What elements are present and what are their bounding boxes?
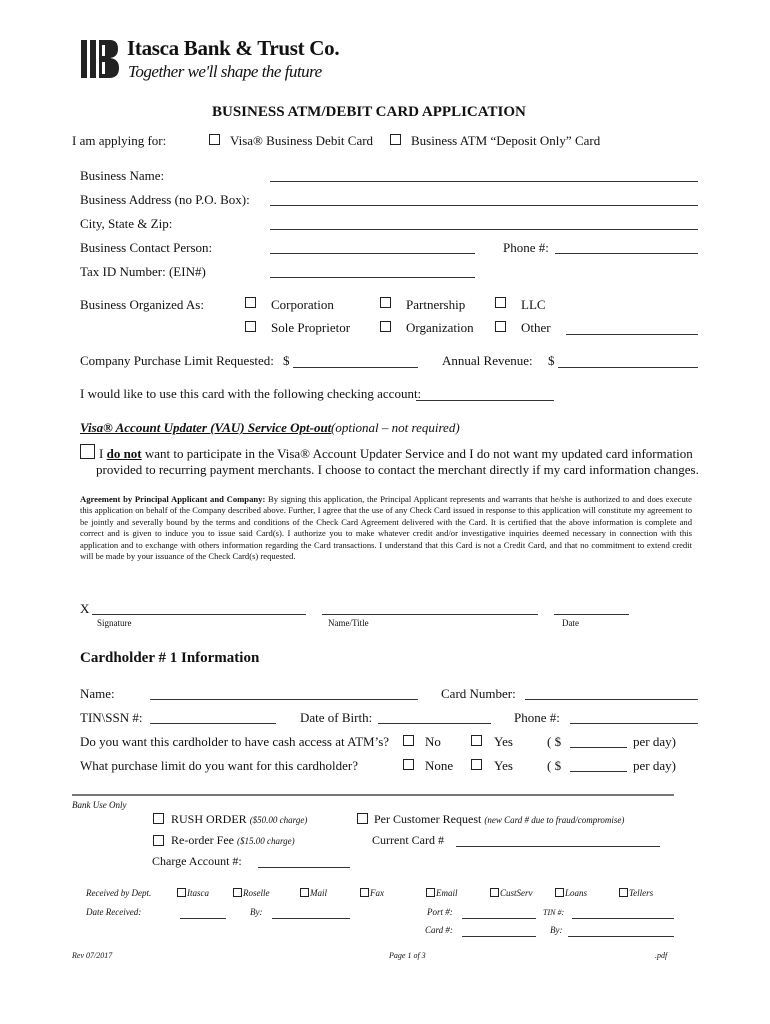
purchase-paren-dollar: ( $ bbox=[547, 758, 562, 773]
rush-order-text: RUSH ORDER bbox=[171, 812, 247, 826]
cash-no-checkbox[interactable] bbox=[403, 735, 414, 746]
dept-loans-label: Loans bbox=[565, 888, 588, 898]
cardholder-phone-field[interactable] bbox=[570, 723, 698, 724]
date-label: Date bbox=[562, 618, 579, 628]
agreement-paragraph bbox=[80, 494, 692, 562]
other-checkbox[interactable] bbox=[495, 321, 506, 332]
vau-i: I bbox=[99, 446, 104, 461]
applying-label: I am applying for: bbox=[72, 133, 167, 148]
purchase-limit-label: Company Purchase Limit Requested: bbox=[80, 353, 274, 368]
visa-debit-checkbox[interactable] bbox=[209, 134, 220, 145]
reorder-checkbox[interactable] bbox=[153, 835, 164, 846]
sole-proprietor-label: Sole Proprietor bbox=[271, 320, 351, 335]
business-phone-field[interactable] bbox=[555, 253, 698, 254]
atm-deposit-checkbox[interactable] bbox=[390, 134, 401, 145]
per-customer-text: Per Customer Request bbox=[374, 812, 482, 826]
logo-mark-icon bbox=[80, 38, 122, 80]
dept-email-label: Email bbox=[436, 888, 458, 898]
business-phone-label: Phone #: bbox=[503, 240, 549, 255]
dept-tellers-label: Tellers bbox=[629, 888, 654, 898]
tin-ssn-label: TIN\SSN #: bbox=[80, 710, 143, 725]
purchase-per-day: per day) bbox=[633, 758, 676, 773]
cardholder-heading: Cardholder # 1 Information bbox=[80, 650, 260, 666]
cash-per-day: per day) bbox=[633, 734, 676, 749]
card-by-field[interactable] bbox=[568, 936, 674, 937]
organization-label: Organization bbox=[406, 320, 474, 335]
agreement-heading: Agreement by Principal Applicant and Company: bbox=[80, 494, 266, 504]
cash-yes-checkbox[interactable] bbox=[471, 735, 482, 746]
atm-deposit-label: Business ATM “Deposit Only” Card bbox=[411, 133, 601, 148]
form-title: BUSINESS ATM/DEBIT CARD APPLICATION bbox=[212, 104, 526, 120]
dept-itasca-label: Itasca bbox=[187, 888, 209, 898]
name-title-label: Name/Title bbox=[328, 618, 369, 628]
tax-id-field[interactable] bbox=[270, 277, 475, 278]
vau-line1-text: want to participate in the Visa® Account Updater Service and I do not want my updated card information bbox=[144, 446, 693, 461]
visa-debit-label: Visa® Business Debit Card bbox=[230, 133, 374, 148]
purchase-yes-label: Yes bbox=[494, 758, 513, 773]
purchase-yes-checkbox[interactable] bbox=[471, 759, 482, 770]
dob-field[interactable] bbox=[378, 723, 491, 724]
dept-custserv-checkbox[interactable] bbox=[490, 888, 499, 897]
dept-loans-checkbox[interactable] bbox=[555, 888, 564, 897]
vau-do-not: do not bbox=[106, 446, 142, 461]
organized-as-label: Business Organized As: bbox=[80, 297, 204, 312]
tin-label: TIN #: bbox=[543, 908, 565, 917]
dept-mail-label: Mail bbox=[310, 888, 327, 898]
purchase-none-label: None bbox=[425, 758, 454, 773]
bank-use-label: Bank Use Only bbox=[72, 800, 127, 810]
received-by-person-label: By: bbox=[250, 907, 263, 917]
sole-proprietor-checkbox[interactable] bbox=[245, 321, 256, 332]
other-label: Other bbox=[521, 320, 551, 335]
tin-field[interactable] bbox=[572, 918, 674, 919]
dept-roselle-checkbox[interactable] bbox=[233, 888, 242, 897]
other-field[interactable] bbox=[566, 334, 698, 335]
current-card-label: Current Card # bbox=[372, 833, 444, 847]
reorder-label bbox=[171, 833, 295, 848]
organization-checkbox[interactable] bbox=[380, 321, 391, 332]
purchase-limit-dollar: $ bbox=[283, 353, 290, 368]
card-field[interactable] bbox=[462, 936, 536, 937]
city-state-zip-field[interactable] bbox=[270, 229, 698, 230]
card-number-label: Card Number: bbox=[441, 686, 516, 701]
date-received-field[interactable] bbox=[180, 918, 226, 919]
per-customer-label bbox=[374, 812, 624, 827]
tax-id-label: Tax ID Number: (EIN#) bbox=[80, 264, 206, 279]
purchase-none-checkbox[interactable] bbox=[403, 759, 414, 770]
rush-order-charge: ($50.00 charge) bbox=[249, 815, 308, 825]
received-by-label: Received by Dept. bbox=[86, 888, 152, 898]
dept-custserv-label: CustServ bbox=[500, 888, 533, 898]
current-card-field[interactable] bbox=[456, 846, 660, 847]
per-customer-checkbox[interactable] bbox=[357, 813, 368, 824]
charge-account-field[interactable] bbox=[258, 867, 350, 868]
bank-logo bbox=[80, 38, 122, 80]
vau-optional-note: (optional – not required) bbox=[331, 420, 460, 435]
received-by-person-field[interactable] bbox=[272, 918, 350, 919]
cardholder-phone-label: Phone #: bbox=[514, 710, 560, 725]
partnership-checkbox[interactable] bbox=[380, 297, 391, 308]
dept-fax-checkbox[interactable] bbox=[360, 888, 369, 897]
bank-tagline: Together we'll shape the future bbox=[128, 62, 322, 81]
purchase-limit-question: What purchase limit do you want for this cardholder? bbox=[80, 758, 358, 773]
cash-amount-field[interactable] bbox=[570, 747, 627, 748]
card-by-label: By: bbox=[550, 925, 563, 935]
cardholder-name-field[interactable] bbox=[150, 699, 418, 700]
name-title-field[interactable] bbox=[322, 614, 538, 615]
vau-optout-checkbox[interactable] bbox=[80, 444, 95, 459]
contact-person-field[interactable] bbox=[270, 253, 475, 254]
purchase-amount-field[interactable] bbox=[570, 771, 627, 772]
dob-label: Date of Birth: bbox=[300, 710, 373, 725]
rush-order-label bbox=[171, 812, 307, 827]
pdf-note: .pdf bbox=[655, 951, 668, 960]
city-state-zip-label: City, State & Zip: bbox=[80, 216, 173, 231]
annual-revenue-field[interactable] bbox=[558, 367, 698, 368]
checking-account-field[interactable] bbox=[416, 400, 554, 401]
cash-yes-label: Yes bbox=[494, 734, 513, 749]
card-label: Card #: bbox=[425, 925, 453, 935]
per-customer-note: (new Card # due to fraud/compromise) bbox=[484, 815, 625, 825]
dept-mail-checkbox[interactable] bbox=[300, 888, 309, 897]
annual-revenue-label: Annual Revenue: bbox=[442, 353, 533, 368]
card-number-field[interactable] bbox=[525, 699, 698, 700]
business-address-field[interactable] bbox=[270, 205, 698, 206]
cash-access-question: Do you want this cardholder to have cash access at ATM’s? bbox=[80, 734, 390, 749]
vau-heading: Visa® Account Updater (VAU) Service Opt-out bbox=[80, 420, 332, 435]
dept-tellers-checkbox[interactable] bbox=[619, 888, 628, 897]
bank-name: Itasca Bank & Trust Co. bbox=[127, 36, 340, 60]
corporation-label: Corporation bbox=[271, 297, 334, 312]
business-address-label: Business Address (no P.O. Box): bbox=[80, 192, 250, 207]
checking-account-label: I would like to use this card with the following checking account: bbox=[80, 386, 422, 401]
tin-ssn-field[interactable] bbox=[150, 723, 276, 724]
signature-label: Signature bbox=[97, 618, 132, 628]
dept-itasca-checkbox[interactable] bbox=[177, 888, 186, 897]
vau-optout-line2: provided to recurring payment merchants. I choose to contact the merchant directly if my card information changes. bbox=[96, 462, 699, 477]
vau-optout-line1 bbox=[99, 446, 693, 462]
date-received-label: Date Received: bbox=[86, 907, 142, 917]
dept-roselle-label: Roselle bbox=[243, 888, 270, 898]
reorder-charge: ($15.00 charge) bbox=[236, 836, 295, 846]
rush-order-checkbox[interactable] bbox=[153, 813, 164, 824]
corporation-checkbox[interactable] bbox=[245, 297, 256, 308]
llc-checkbox[interactable] bbox=[495, 297, 506, 308]
bank-use-divider bbox=[72, 794, 674, 796]
contact-person-label: Business Contact Person: bbox=[80, 240, 213, 255]
port-field[interactable] bbox=[462, 918, 536, 919]
annual-revenue-dollar: $ bbox=[548, 353, 555, 368]
revision-note: Rev 07/2017 bbox=[72, 951, 113, 960]
llc-label: LLC bbox=[521, 297, 546, 312]
port-label: Port #: bbox=[427, 907, 453, 917]
business-name-label: Business Name: bbox=[80, 168, 165, 183]
date-field[interactable] bbox=[554, 614, 629, 615]
partnership-label: Partnership bbox=[406, 297, 466, 312]
charge-account-label: Charge Account #: bbox=[152, 854, 242, 868]
dept-fax-label: Fax bbox=[370, 888, 384, 898]
page-number: Page 1 of 3 bbox=[389, 951, 426, 960]
business-name-field[interactable] bbox=[270, 181, 698, 182]
purchase-limit-field[interactable] bbox=[293, 367, 418, 368]
cash-no-label: No bbox=[425, 734, 441, 749]
cash-paren-dollar: ( $ bbox=[547, 734, 562, 749]
reorder-text: Re-order Fee bbox=[171, 833, 234, 847]
dept-email-checkbox[interactable] bbox=[426, 888, 435, 897]
signature-field[interactable] bbox=[92, 614, 306, 615]
agreement-body: By signing this application, the Principal Applicant represents and warrants that he/she is authorized to and does execute this application on behalf of the Company described above. Further, I agree that the use of any Check Card issued in response to this application will constitute my agreement to be jointly and severally bound by the terms and conditions of the Check Card Agreement delivered with the Card. It is certified that the above information is complete and correct and is given to induce you to issue said Card(s). I authorize you to make whatever credit and/or investigative inquiries deemed necessary in connection with this application and to exchange with others information regarding the Card transactions. I understand that this Card is not a Credit Card, and that no commitment to extend credit will be made by your issuance of the Check Card(s) requested. bbox=[80, 494, 692, 562]
cardholder-name-label: Name: bbox=[80, 686, 115, 701]
signature-x: X bbox=[80, 601, 90, 616]
